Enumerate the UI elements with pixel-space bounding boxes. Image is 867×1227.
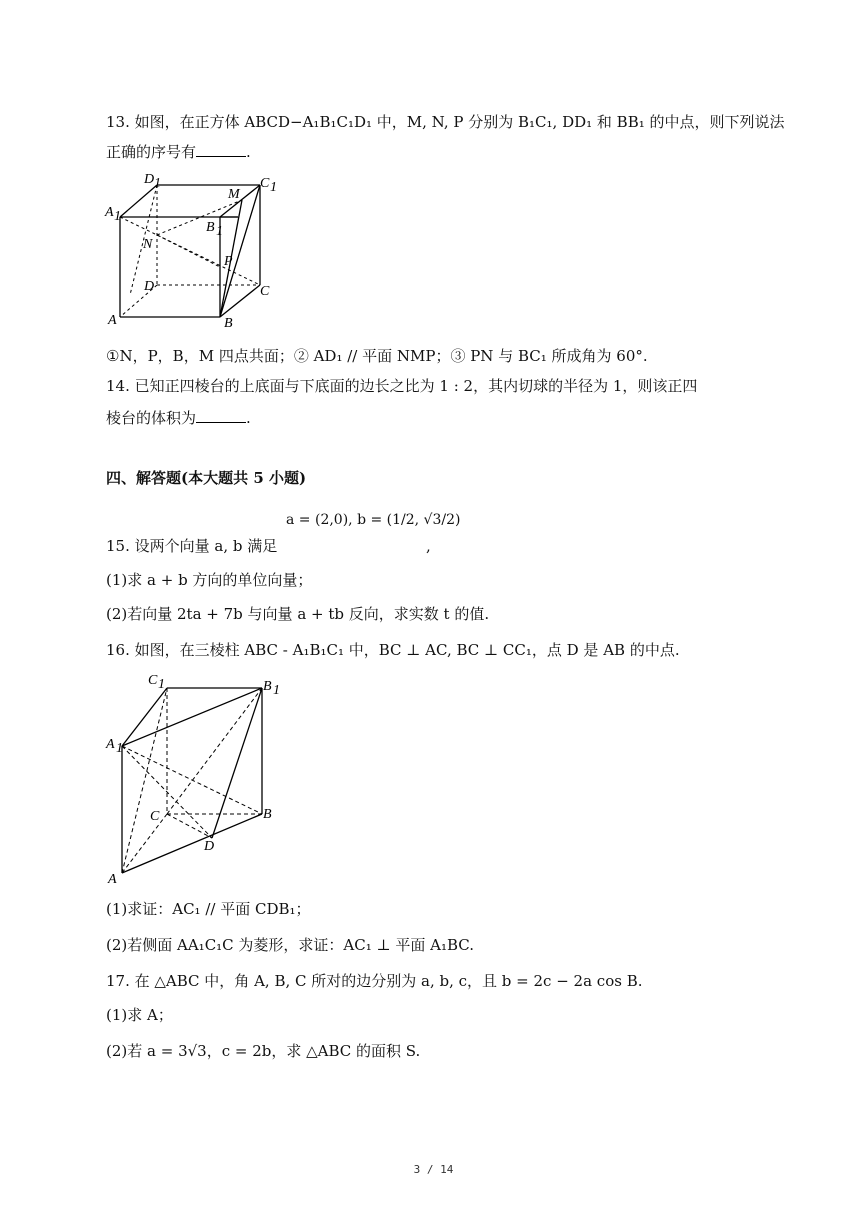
label-B1: B (263, 679, 272, 694)
label-A: A (108, 872, 117, 887)
label-C: C (260, 284, 270, 299)
label-B: B (263, 807, 272, 822)
q13-line1: 13. 如图，在正方体 ABCD−A₁B₁C₁D₁ 中，M, N, P 分别为 B₁C₁, DD₁ 和 BB₁ 的中点，则下列说法 (106, 113, 785, 131)
q13-options: ①N，P，B，M 四点共面；② AD₁ // 平面 NMP；③ PN 与 BC₁ 所成角为 60°. (106, 347, 648, 365)
label-B1-sub: 1 (273, 683, 280, 698)
q15-formula: a = (2,0), b = (1/2, √3/2) (286, 512, 461, 528)
label-C: C (150, 809, 160, 824)
answer-blank (196, 408, 246, 423)
label-N: N (143, 237, 153, 252)
label-B1: B (206, 220, 215, 235)
label-C1: C (148, 673, 158, 688)
q14-period: . (246, 409, 251, 427)
q13-line2 (106, 142, 251, 162)
label-P: P (224, 254, 233, 269)
q17-part2: (2)若 a = 3√3，c = 2b，求 △ABC 的面积 S. (106, 1042, 421, 1060)
label-D: D (204, 839, 215, 854)
label-D1: D (144, 172, 155, 187)
q15-comma: , (426, 537, 431, 555)
page-number: 3 / 14 (413, 1163, 454, 1176)
label-D: D (144, 279, 155, 294)
q15-part2: (2)若向量 2ta + 7b 与向量 a + tb 反向，求实数 t 的值. (106, 605, 490, 623)
answer-blank (196, 142, 246, 157)
label-A1: A (105, 205, 114, 220)
cube-figure (100, 170, 300, 330)
prism-figure (100, 668, 290, 888)
q14-line2-text: 棱台的体积为 (106, 409, 197, 427)
label-B1-sub: 1 (216, 224, 223, 239)
q15-part1: (1)求 a + b 方向的单位向量； (106, 571, 313, 589)
section-title: 四、解答题(本大题共 5 小题) (106, 469, 307, 487)
label-A1: A (106, 737, 115, 752)
label-A1-sub: 1 (114, 209, 121, 224)
q14-line1: 14. 已知正四棱台的上底面与下底面的边长之比为 1 : 2，其内切球的半径为 1，则该正四 (106, 377, 698, 395)
q16-line1: 16. 如图，在三棱柱 ABC - A₁B₁C₁ 中，BC ⊥ AC, BC ⊥ CC₁，点 D 是 AB 的中点. (106, 641, 680, 659)
label-C1-sub: 1 (270, 180, 277, 195)
q13-period: . (246, 143, 251, 161)
label-D1-sub: 1 (154, 176, 161, 191)
q13-line2-text: 正确的序号有 (106, 143, 197, 161)
q16-part2: (2)若侧面 AA₁C₁C 为菱形，求证：AC₁ ⊥ 平面 A₁BC. (106, 936, 475, 954)
label-C1-sub: 1 (158, 677, 165, 692)
q16-part1: (1)求证：AC₁ // 平面 CDB₁； (106, 900, 311, 918)
q17-line1: 17. 在 △ABC 中，角 A, B, C 所对的边分别为 a, b, c，且 b = 2c − 2a cos B. (106, 972, 643, 990)
label-B: B (224, 316, 233, 330)
label-C1: C (260, 176, 270, 191)
label-M: M (228, 187, 240, 202)
q17-part1: (1)求 A； (106, 1006, 173, 1024)
q14-line2 (106, 408, 251, 428)
q15-line1-text: 15. 设两个向量 a, b 满足 (106, 537, 278, 555)
q15-line1 (106, 536, 277, 556)
label-A: A (108, 313, 117, 328)
label-A1-sub: 1 (116, 741, 123, 756)
